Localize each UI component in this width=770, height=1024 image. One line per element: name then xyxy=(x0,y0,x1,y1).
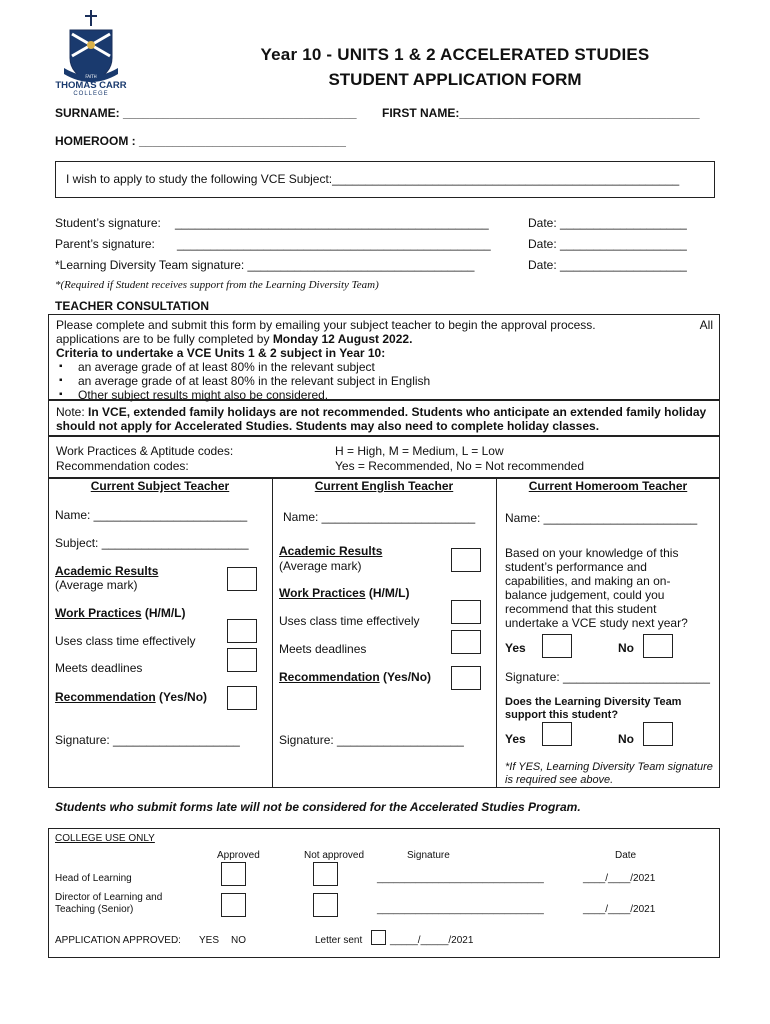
english-teacher-name-field[interactable]: Name: _______________________ xyxy=(283,510,476,524)
director-signature-line[interactable]: ______________________________ xyxy=(377,904,544,915)
school-sub: COLLEGE xyxy=(73,91,109,97)
letter-sent-checkbox[interactable] xyxy=(371,930,386,945)
recommendation-label: Recommendation xyxy=(55,690,156,704)
surname-field[interactable]: SURNAME: ___________________________________ xyxy=(55,106,357,120)
subject-request-field[interactable]: I wish to apply to study the following VCE Subject:____________________________________________________ xyxy=(66,172,680,186)
homeroom-no-checkbox[interactable] xyxy=(643,634,673,658)
hol-signature-line[interactable]: ______________________________ xyxy=(377,873,544,884)
student-date-field[interactable]: Date: ___________________ xyxy=(528,216,687,230)
codes-wp-value: H = High, M = Medium, L = Low xyxy=(335,444,504,458)
english-yesno-label: (Yes/No) xyxy=(379,670,432,684)
codes-rec-label: Recommendation codes: xyxy=(56,459,189,473)
ldt-note: *(Required if Student receives support from the Learning Diversity Team) xyxy=(55,279,379,291)
ldt-yes-checkbox[interactable] xyxy=(542,722,572,746)
english-deadlines-checkbox[interactable] xyxy=(451,630,481,654)
subject-teacher-signature-field[interactable]: Signature: ___________________ xyxy=(55,733,240,747)
director-not-approved-checkbox[interactable] xyxy=(313,893,338,917)
english-recommendation-label: Recommendation xyxy=(279,670,380,684)
form-title: Year 10 - UNITS 1 & 2 ACCELERATED STUDIES xyxy=(260,45,650,64)
academic-results-label: Academic Results xyxy=(55,564,159,578)
consultation-intro: Please complete and submit this form by emailing your subject teacher to begin the approval process. xyxy=(56,318,596,332)
date-col-label: Date xyxy=(615,850,637,861)
english-academic-checkbox[interactable] xyxy=(451,548,481,572)
criteria-item: ▪ an average grade of at least 80% in the relevant subject in English xyxy=(56,374,713,388)
director-label-2: Teaching (Senior) xyxy=(55,904,134,915)
ldt-no-label: No xyxy=(618,732,634,746)
consultation-intro-all: All xyxy=(699,318,713,332)
subject-academic-checkbox[interactable] xyxy=(227,567,257,591)
letter-sent-date[interactable]: _____/_____/2021 xyxy=(390,935,474,946)
average-mark-label: (Average mark) xyxy=(55,578,138,592)
first-name-field[interactable]: FIRST NAME:____________________________________ xyxy=(382,106,700,120)
signature-col-label: Signature xyxy=(407,850,450,861)
subject-request-box xyxy=(55,161,715,198)
criteria-list xyxy=(56,360,713,402)
criteria-title: Criteria to undertake a VCE Units 1 & 2 subject in Year 10: xyxy=(56,346,386,360)
homeroom-question: Based on your knowledge of this student’s performance and capabilities, and making an on-balance judgement, could you recommend that this student undertake a VCE study next year? xyxy=(505,546,688,630)
homeroom-yes-label: Yes xyxy=(505,641,526,655)
column-divider xyxy=(496,478,497,788)
ldt-yes-label: Yes xyxy=(505,732,526,746)
homeroom-field[interactable]: HOMEROOM : _______________________________ xyxy=(55,134,346,148)
deadlines-label: Meets deadlines xyxy=(55,661,143,675)
form-subtitle: STUDENT APPLICATION FORM xyxy=(328,70,582,89)
head-of-learning-label: Head of Learning xyxy=(55,873,132,884)
homeroom-yes-checkbox[interactable] xyxy=(542,634,572,658)
parent-signature-line[interactable]: _______________________________________________ xyxy=(177,237,491,251)
subject-deadlines-checkbox[interactable] xyxy=(227,648,257,672)
director-approved-checkbox[interactable] xyxy=(221,893,246,917)
work-practices-label: Work Practices xyxy=(55,606,142,620)
college-use-box xyxy=(48,828,720,958)
student-signature-line[interactable]: _______________________________________________ xyxy=(175,216,489,230)
homeroom-no-label: No xyxy=(618,641,634,655)
ldt-date-field[interactable]: Date: ___________________ xyxy=(528,258,687,272)
consultation-heading: TEACHER CONSULTATION xyxy=(55,299,209,313)
approved-col-label: Approved xyxy=(217,850,260,861)
note-label: Note: xyxy=(56,405,85,419)
subject-teacher-name-field[interactable]: Name: _______________________ xyxy=(55,508,248,522)
parent-signature-label: Parent’s signature: xyxy=(55,237,155,251)
ldt-no-checkbox[interactable] xyxy=(643,722,673,746)
note-text: In VCE, extended family holidays are not recommended. Students who anticipate an extended family holiday should not apply for Accelerated Studies. Students may also need to complete holiday classes. xyxy=(56,405,707,433)
english-deadlines-label: Meets deadlines xyxy=(279,642,367,656)
codes-wp-label: Work Practices & Aptitude codes: xyxy=(56,444,234,458)
hol-not-approved-checkbox[interactable] xyxy=(313,862,338,886)
subject-teacher-heading: Current Subject Teacher xyxy=(90,479,230,493)
hol-approved-checkbox[interactable] xyxy=(221,862,246,886)
ldt-signature-field[interactable]: *Learning Diversity Team signature: __________________________________ xyxy=(55,258,475,272)
homeroom-signature-field[interactable]: Signature: ______________________ xyxy=(505,670,710,684)
student-signature-label: Student’s signature: xyxy=(55,216,161,230)
svg-text:FAITH: FAITH xyxy=(85,74,97,79)
application-approved-label: APPLICATION APPROVED: xyxy=(55,935,181,946)
english-recommendation-checkbox[interactable] xyxy=(451,666,481,690)
english-teacher-heading: Current English Teacher xyxy=(314,479,454,493)
english-average-label: (Average mark) xyxy=(279,559,362,573)
english-class-time-checkbox[interactable] xyxy=(451,600,481,624)
late-notice: Students who submit forms late will not be considered for the Accelerated Studies Program. xyxy=(55,800,581,814)
school-name: THOMAS CARR xyxy=(55,80,127,91)
note-box xyxy=(48,400,720,436)
class-time-label: Uses class time effectively xyxy=(55,634,196,648)
ldt-signature-note: *If YES, Learning Diversity Team signature is required see above. xyxy=(505,761,713,786)
homeroom-teacher-heading: Current Homeroom Teacher xyxy=(528,479,688,493)
approved-yes-option[interactable]: YES xyxy=(199,935,220,946)
column-divider xyxy=(272,478,273,788)
english-teacher-signature-field[interactable]: Signature: ___________________ xyxy=(279,733,464,747)
subject-recommendation-checkbox[interactable] xyxy=(227,686,257,710)
codes-box xyxy=(48,436,720,478)
director-label-1: Director of Learning and xyxy=(55,892,163,903)
homeroom-teacher-name-field[interactable]: Name: _______________________ xyxy=(505,511,698,525)
criteria-item: ▪ an average grade of at least 80% in the relevant subject xyxy=(56,360,713,374)
director-date-line[interactable]: ____/____/2021 xyxy=(583,904,656,915)
approved-no-option[interactable]: NO xyxy=(231,935,246,946)
deadline: Monday 12 August 2022. xyxy=(272,332,413,346)
english-work-label: Work Practices xyxy=(279,586,366,600)
hol-date-line[interactable]: ____/____/2021 xyxy=(583,873,656,884)
parent-date-field[interactable]: Date: ___________________ xyxy=(528,237,687,251)
english-academic-label: Academic Results xyxy=(279,544,383,558)
codes-rec-value: Yes = Recommended, No = Not recommended xyxy=(335,459,585,473)
english-class-time-label: Uses class time effectively xyxy=(279,614,420,628)
yesno-label: (Yes/No) xyxy=(155,690,208,704)
subject-field[interactable]: Subject: ______________________ xyxy=(55,536,249,550)
letter-sent-label: Letter sent xyxy=(315,935,363,946)
college-use-heading: COLLEGE USE ONLY xyxy=(55,833,155,844)
subject-class-time-checkbox[interactable] xyxy=(227,619,257,643)
consultation-info-box xyxy=(48,314,720,400)
consultation-intro-b: applications are to be fully completed by xyxy=(56,332,270,346)
hml-label: (H/M/L) xyxy=(141,606,186,620)
ldt-question: Does the Learning Diversity Team support this student? xyxy=(505,696,682,721)
criteria-item: ▪ Other subject results might also be considered. xyxy=(56,388,713,402)
not-approved-col-label: Not approved xyxy=(304,850,365,861)
english-hml-label: (H/M/L) xyxy=(365,586,410,600)
